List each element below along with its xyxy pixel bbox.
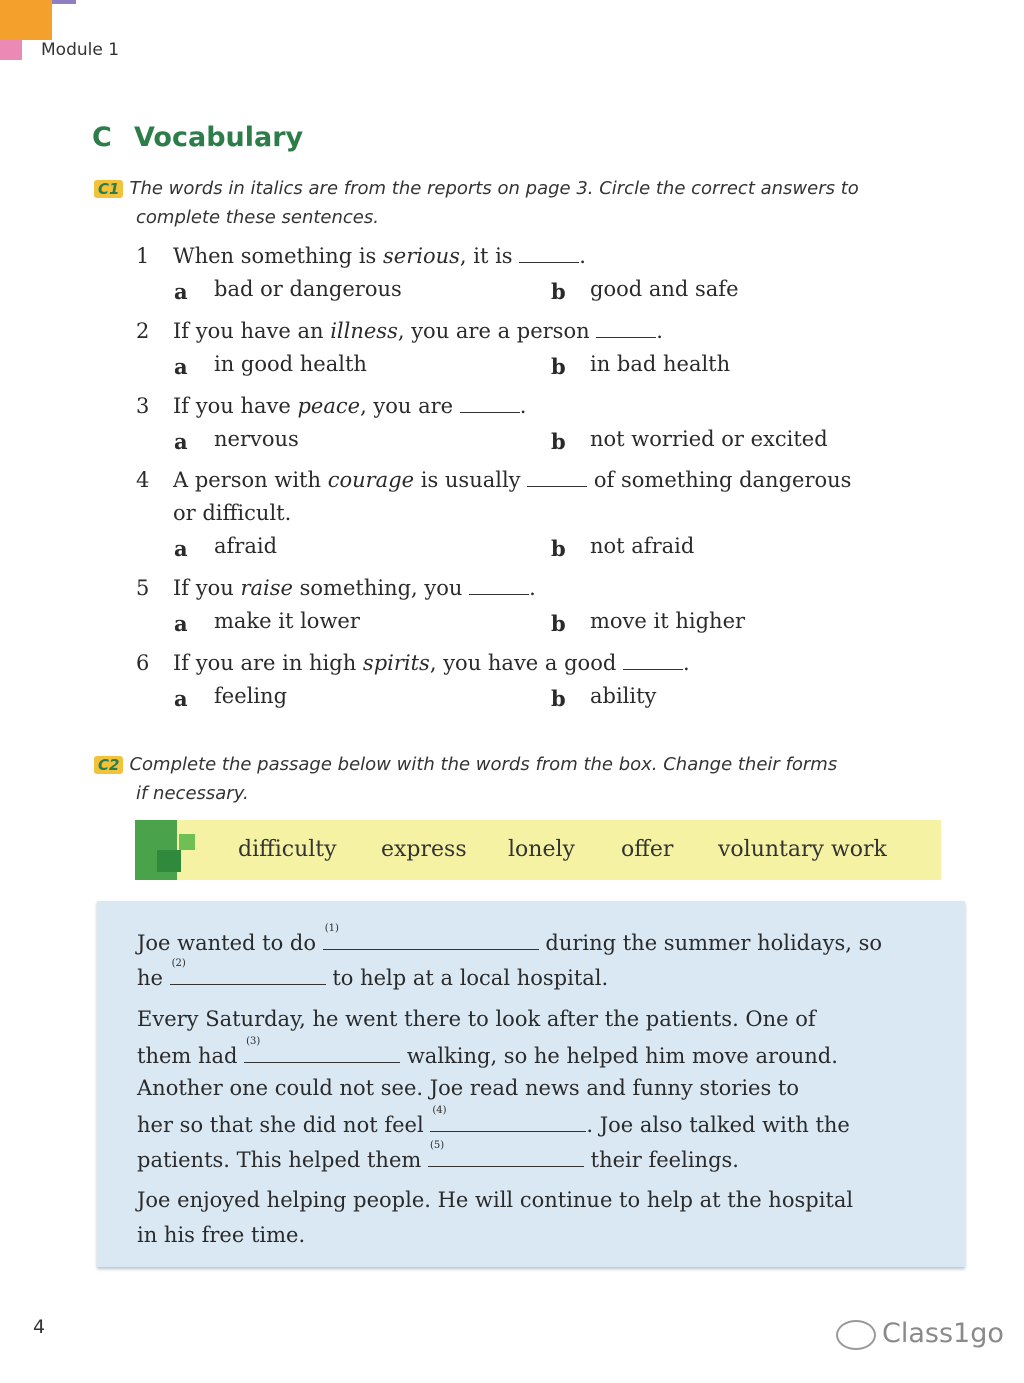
c2-instruction [94,750,944,808]
section-title [92,122,303,153]
option-b[interactable]: in bad health [590,352,731,376]
question-number: 6 [136,651,150,675]
question-number: 4 [136,468,150,492]
option-a[interactable]: afraid [214,534,278,558]
passage-line: Joe wanted to do (1) during the summer holidays, so [137,923,883,955]
question-text: If you raise something, you . [173,576,536,600]
question-number: 3 [136,394,150,418]
option-b[interactable]: move it higher [590,609,746,633]
corner-decoration-square [0,40,22,60]
corner-decoration [0,0,52,40]
passage-box [97,901,965,1267]
section-name: Vocabulary [134,122,304,153]
chat-bubble-icon [836,1320,876,1350]
word-box [135,820,941,880]
watermark-text: Class1go [882,1318,1004,1349]
c2-tag: C2 [94,756,123,774]
answer-blank [527,468,587,487]
option-a[interactable]: feeling [214,684,288,708]
question-text: When something is serious, it is . [173,244,586,268]
c1-instruction-line2: complete these sentences. [136,207,379,228]
section-letter: C [92,122,112,153]
question-text: If you have peace, you are . [173,394,527,418]
option-a[interactable]: in good health [214,352,367,376]
word-box-item: express [381,837,467,862]
word-box-item: lonely [508,837,575,862]
gap-5[interactable]: (5) [428,1146,584,1167]
passage-line: in his free time. [137,1223,306,1247]
passage-line: her so that she did not feel (4) . Joe also talked with the [137,1105,850,1137]
corner-decoration-stripe [52,0,76,4]
question-text: If you are in high spirits, you have a good . [173,651,690,675]
word-box-accent-square [179,834,195,850]
option-b-label: b [551,354,566,379]
passage-line: patients. This helped them (5) their feelings. [137,1140,739,1172]
option-a-label: a [174,611,188,636]
question-text: If you have an illness, you are a person . [173,319,663,343]
question-number: 2 [136,319,150,343]
gap-3[interactable]: (3) [244,1042,400,1063]
gap-4[interactable]: (4) [430,1111,586,1132]
c1-tag: C1 [94,180,123,198]
answer-blank [460,394,520,413]
option-b-label: b [551,686,566,711]
word-box-item: offer [621,837,674,862]
module-label: Module 1 [41,40,120,60]
c1-instruction-line1: The words in italics are from the reports on page 3. Circle the correct answers to [129,178,859,199]
question-text: A person with courage is usually of something dangerous or difficult. [173,468,852,525]
option-a[interactable]: nervous [214,427,299,451]
option-a-label: a [174,429,188,454]
passage-line: Joe enjoyed helping people. He will continue to help at the hospital [137,1188,854,1212]
option-b[interactable]: good and safe [590,277,739,301]
option-a[interactable]: make it lower [214,609,360,633]
passage-line: Every Saturday, he went there to look after the patients. One of [137,1007,816,1031]
page-number: 4 [33,1316,46,1338]
c1-instruction [94,174,944,232]
option-b-label: b [551,429,566,454]
question-number: 5 [136,576,150,600]
word-box-item: difficulty [238,837,337,862]
option-b[interactable]: not afraid [590,534,695,558]
option-a-label: a [174,686,188,711]
option-b-label: b [551,279,566,304]
option-b[interactable]: ability [590,684,657,708]
passage-line: he (2) to help at a local hospital. [137,958,609,990]
answer-blank [469,576,529,595]
passage-line: Another one could not see. Joe read news and funny stories to [137,1076,800,1100]
gap-1[interactable]: (1) [323,929,539,950]
option-b-label: b [551,536,566,561]
question-number: 1 [136,244,150,268]
option-a[interactable]: bad or dangerous [214,277,402,301]
option-b[interactable]: not worried or excited [590,427,828,451]
question-text-wrap: or difficult. [173,501,292,525]
option-a-label: a [174,536,188,561]
answer-blank [623,651,683,670]
word-box-accent-square [157,850,181,872]
answer-blank [596,319,656,338]
option-a-label: a [174,279,188,304]
c2-instruction-line1: Complete the passage below with the words from the box. Change their forms [129,754,838,775]
option-a-label: a [174,354,188,379]
word-box-item: voluntary work [718,837,887,862]
watermark [836,1318,1004,1350]
gap-2[interactable]: (2) [170,964,326,985]
answer-blank [519,244,579,263]
c2-instruction-line2: if necessary. [136,783,249,804]
option-b-label: b [551,611,566,636]
passage-line: them had (3) walking, so he helped him move around. [137,1036,838,1068]
